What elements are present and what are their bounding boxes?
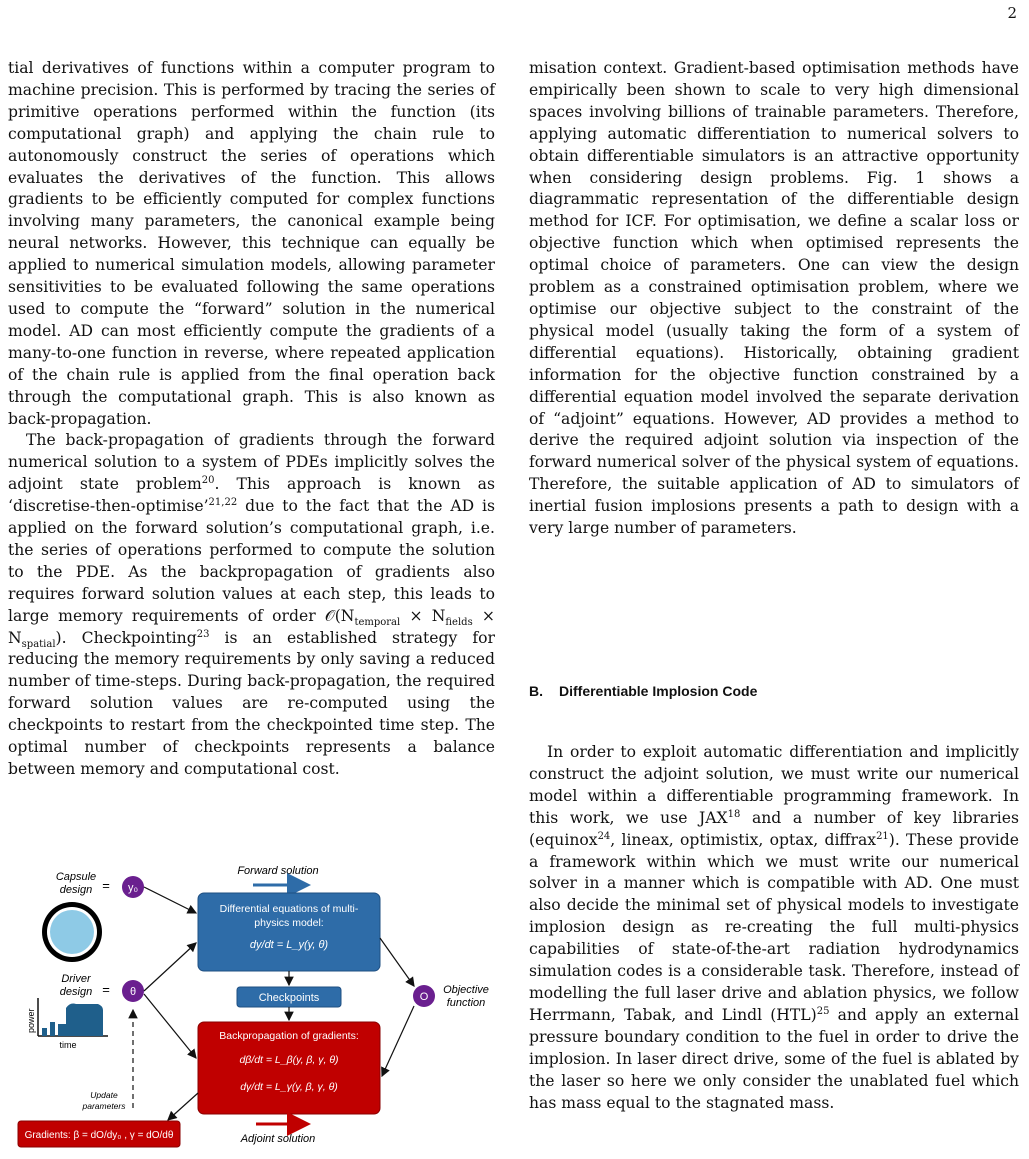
citation: 20 <box>201 475 215 487</box>
update-label-2: parameters <box>82 1101 126 1111</box>
backprop-title: Backpropagation of gradients: <box>219 1030 359 1042</box>
backprop-eq-1: dβ/dt = L_β(y, β, γ, θ) <box>239 1054 339 1066</box>
citation: 21,22 <box>208 496 238 508</box>
left-paragraph-1: tial derivatives of functions within a computer program to machine precision. This is performed by tracing the series of primitive operations performed within the function (its computational graph) and applying the chain rule to autonomously construct the series of operations which evaluates the derivatives of the function. This allows gradients to be efficiently computed for complex functions involving many parameters, the canonical example being neural networks. However, this technique can equally be applied to numerical simulation models, allowing parameter sensitivities to be evaluated following the same operations used to compute the “forward” solution in the numerical model. AD can most efficiently compute the gradients of a many-to-one function in reverse, where repeated application of the chain rule is applied from the final operation back through the computational graph. This is also known as back-propagation. <box>8 59 495 428</box>
right-paragraph-1: misation context. Gradient-based optimisation methods have empirically been shown to scale to very high dimensional spaces involving billions of trainable parameters. Therefore, applying automatic differentiation to numerical solvers to obtain differentiable simulators is an attractive opportunity when considering design problems. Fig. 1 shows a diagrammatic representation of the differentiable design method for ICF. For optimisation, we define a scalar loss or objective function which when optimised represents the optimal choice of parameters. One can view the design problem as a constrained optimisation problem, where we optimise our objective subject to the constraint of the physical model (usually taking the form of a system of differential equations). Historically, obtaining gradient information for the objective function constrained by a differential equation model involved the separate derivation of “adjoint” equations. However, AD provides a method to derive the required adjoint solution via inspection of the forward numerical solver of the physical system of equations. Therefore, the suitable application of AD to simulators of inertial fusion implosions presents a path to design with a very large number of parameters. <box>529 59 1019 538</box>
power-axis-label: power <box>26 1008 36 1033</box>
section-heading <box>529 683 757 699</box>
power-profile-plot <box>38 998 108 1036</box>
capsule-equals: = <box>102 878 110 893</box>
y0-symbol: y₀ <box>127 882 139 894</box>
forward-solution-label: Forward solution <box>237 865 319 877</box>
capsule-label-1: Capsule <box>55 871 97 883</box>
page-number: 2 <box>1007 4 1017 22</box>
citation: 21 <box>876 830 889 842</box>
citation: 24 <box>597 830 611 842</box>
theta-symbol: θ <box>129 986 137 998</box>
time-axis-label: time <box>59 1040 77 1050</box>
capsule-label-2: design <box>59 884 93 896</box>
right-column-bottom <box>529 742 1019 1114</box>
update-label-1: Update <box>90 1090 118 1100</box>
gradients-label: Gradients: β = dO/dy₀ , γ = dO/dθ <box>24 1130 174 1141</box>
figure-diagram <box>8 858 498 1158</box>
left-paragraph-2: The back-propagation of gradients through the forward numerical solution to a system of PDEs implicitly solves the adjoint state problem$^{20}$. This approach is known as ‘discretise-then-optimise’$^{21,22}$ due to the fact that the AD is applied on the forward solution’s computational graph, i.e. the series of operations performed to compute the solution to the PDE. As the backpropagation of gradients also requires forward solution values at each step, this leads to large memory requirements of order $𝒪(N_{temporal} \times N_{fields} \times N_{spatial})$. Checkpointing$^{23}$ is an established strategy for reducing the memory requirements by only saving a reduced number of time-steps. During back-propagation, the required forward solution values are re-computed using the checkpoints to restart from the checkpointed time step. The optimal number of checkpoints represents a balance between memory and computational cost. <box>8 431 495 778</box>
driver-equals: = <box>102 982 110 997</box>
right-paragraph-2: In order to exploit automatic differentiation and implicitly construct the adjoint solution, we must write our numerical model within a differentiable programming framework. In this work, we use JAX$^{18}$ and a number of key libraries (equinox$^{24}$, lineax, optimistix, optax, diffrax$^{21}$). These provide a framework within which we must write our numerical solver in a manner which is compatible with AD. One must also decide the minimal set of physical models to investigate implosion design as re-creating the full multi-physics capabilities of state-of-the-art radiation hydrodynamics simulation codes is a considerable task. Therefore, instead of modelling the full laser drive and ablation physics, we follow Herrmann, Tabak, and Lindl (HTL)$^{25}$ and apply an external pressure boundary condition to the fuel in order to drive the implosion. In laser direct drive, some of the fuel is ablated by the laser so here we only consider the unablated fuel which has mass equal to the stagnated mass. <box>529 743 1019 1112</box>
objective-label-2: function <box>446 997 486 1009</box>
section-title: Differentiable Implosion Code <box>559 683 758 699</box>
left-column <box>8 58 495 781</box>
section-number: B. <box>529 683 543 699</box>
model-equation: dy/dt = L_y(y, θ) <box>249 939 329 951</box>
driver-label-2: design <box>59 986 93 998</box>
model-line-1: Differential equations of multi- <box>219 903 359 915</box>
model-line-2: physics model: <box>254 917 324 929</box>
citation: 25 <box>816 1005 830 1017</box>
driver-label-1: Driver <box>61 973 91 985</box>
objective-label-1: Objective <box>443 984 489 996</box>
objective-symbol: O <box>419 991 429 1003</box>
citation: 18 <box>727 808 741 820</box>
backprop-eq-2: dγ/dt = L_γ(y, β, γ, θ) <box>240 1081 338 1093</box>
checkpoints-label: Checkpoints <box>258 992 320 1004</box>
adjoint-solution-label: Adjoint solution <box>240 1133 316 1145</box>
citation: 23 <box>196 628 210 640</box>
right-column-top <box>529 58 1019 540</box>
